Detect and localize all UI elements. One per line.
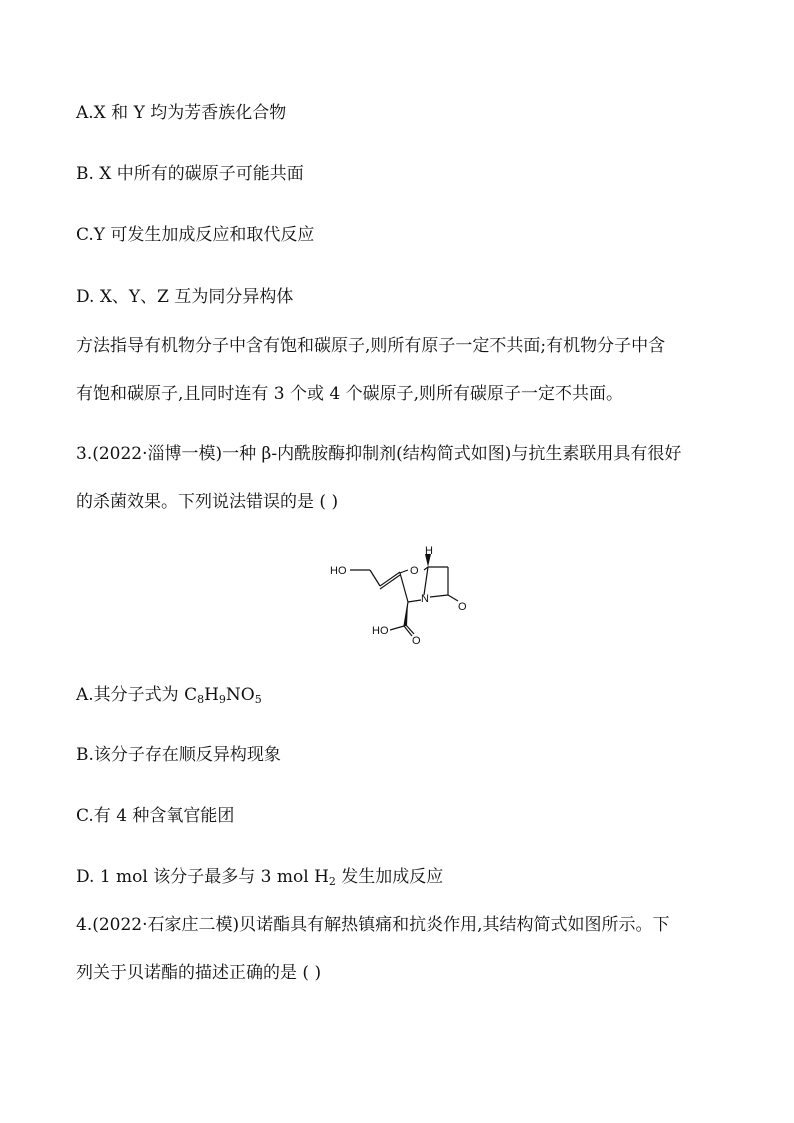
q3-option-d-prefix: D. 1 mol 该分子最多与 3 mol H: [76, 867, 329, 887]
q2-option-c: C.Y 可发生加成反应和取代反应: [76, 225, 315, 245]
q3-option-d-sub: 2: [328, 875, 336, 888]
q3-option-a-sub-2: 9: [218, 693, 226, 706]
q3-option-a-sub-1: 8: [197, 693, 205, 706]
q3-option-a-h: H: [204, 685, 219, 705]
structure-o-acid: O: [412, 635, 421, 647]
structure-ho-acid: HO: [372, 625, 389, 637]
structure-o-ring: O: [410, 565, 419, 577]
structure-h: H: [425, 545, 433, 557]
method-tip-line-1: 方法指导有机物分子中含有饱和碳原子,则所有原子一定不共面;有机物分子中含: [76, 336, 666, 356]
method-tip-line-2: 有饱和碳原子,且同时连有 3 个或 4 个碳原子,则所有碳原子一定不共面。: [76, 384, 624, 404]
q2-option-b: B. X 中所有的碳原子可能共面: [76, 164, 304, 184]
q3-option-b: B.该分子存在顺反异构现象: [76, 745, 281, 765]
q3-option-a-prefix: A.其分子式为 C: [76, 685, 198, 705]
q3-option-c: C.有 4 种含氧官能团: [76, 806, 235, 826]
q2-option-d: D. X、Y、Z 互为同分异构体: [76, 287, 294, 307]
q3-option-a-sub-3: 5: [254, 693, 262, 706]
q2-option-a: A.X 和 Y 均为芳香族化合物: [76, 103, 287, 123]
q3-stem: [76, 443, 726, 513]
q3-option-d: [76, 866, 443, 888]
q4-stem: [76, 914, 726, 984]
q3-stem-line-2: 的杀菌效果。下列说法错误的是 ( ): [76, 492, 339, 512]
q4-stem-line-1: 4.(2022·石家庄二模)贝诺酯具有解热镇痛和抗炎作用,其结构简式如图所示。下: [76, 915, 670, 935]
method-tip: [76, 335, 726, 405]
structure-ho-top: HO: [330, 565, 347, 577]
q3-option-d-suffix: 发生加成反应: [335, 867, 444, 887]
structure-o-keto: O: [458, 601, 467, 613]
q3-option-a-no: NO: [225, 685, 255, 705]
beta-lactamase-inhibitor-structure: [320, 540, 480, 650]
q4-stem-line-2: 列关于贝诺酯的描述正确的是 ( ): [76, 963, 322, 983]
q3-stem-line-1: 3.(2022·淄博一模)一种 β-内酰胺酶抑制剂(结构简式如图)与抗生素联用具有很好: [76, 444, 682, 464]
structure-n: N: [421, 593, 429, 605]
q3-option-a: [76, 684, 262, 706]
